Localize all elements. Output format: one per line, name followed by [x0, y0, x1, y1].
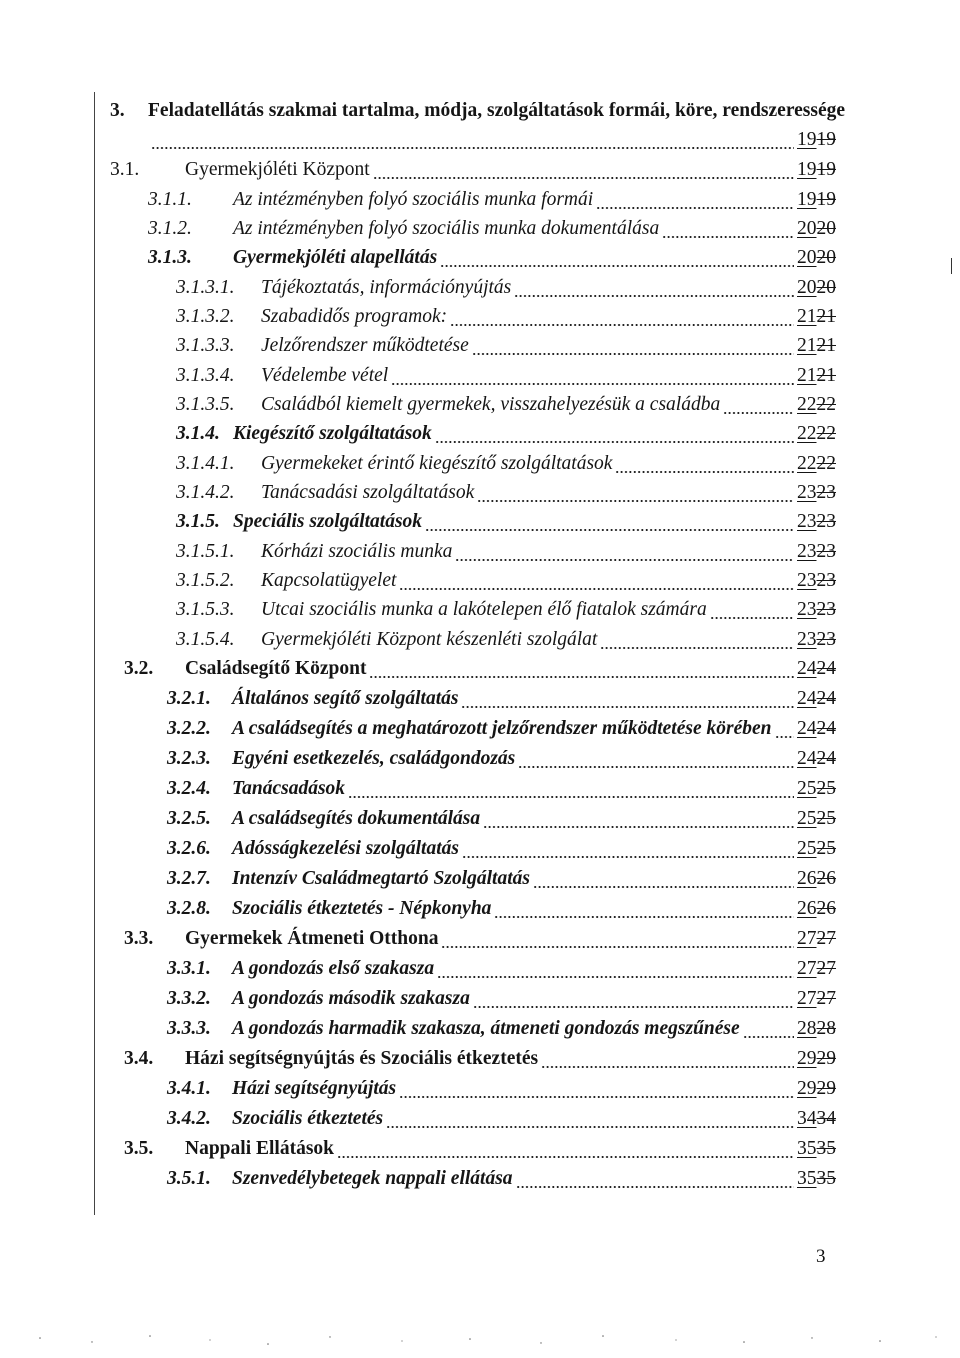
dot-leader: [441, 924, 794, 954]
toc-entry-line: [232, 804, 836, 834]
toc-entry-line: [233, 419, 836, 449]
toc-entry-title: Családból kiemelt gyermekek, visszahelyezésük a családba: [261, 394, 721, 415]
toc-entry-number: 3.1.4.1.: [176, 453, 235, 474]
dot-leader: [710, 595, 794, 625]
toc-entry-title: Speciális szolgáltatások: [233, 511, 423, 532]
toc-entry-number: 3.3.1.: [167, 958, 211, 979]
toc-entry-number: 3.3.2.: [167, 988, 211, 1009]
page-ref: 2020: [797, 277, 836, 298]
toc-entry-line: [185, 654, 836, 684]
toc-entry-number: 3.1.3.5.: [176, 394, 235, 415]
page-ref: 2929: [797, 1078, 836, 1099]
dot-leader: [455, 537, 794, 567]
toc-entry-number: 3.1.4.: [176, 423, 220, 444]
page-ref: 2424: [797, 718, 836, 739]
toc-entry-title: Jelzőrendszer működtetése: [261, 335, 469, 356]
page-ref: 3535: [797, 1168, 836, 1189]
toc-entry-title: Tanácsadások: [232, 778, 346, 799]
toc-entry-title: Szociális étkeztetés: [232, 1108, 384, 1129]
dot-leader: [337, 1134, 794, 1164]
toc-entry-line: [233, 185, 836, 215]
page-number: 3: [816, 1246, 826, 1267]
scan-artifacts: [0, 1330, 960, 1350]
toc-entry-number: 3.1.5.3.: [176, 599, 235, 620]
dot-leader: [386, 1104, 794, 1134]
toc-entry-number: 3.2.7.: [167, 868, 211, 889]
page-ref: 2727: [797, 958, 836, 979]
toc-entry-line: [261, 361, 836, 391]
toc-entry-title: Adósságkezelési szolgáltatás: [232, 838, 459, 859]
toc-entry-line: [261, 390, 836, 420]
page-ref: 2424: [797, 748, 836, 769]
page-ref: 2121: [797, 365, 836, 386]
toc-heading-leader[interactable]: [148, 125, 836, 155]
dot-leader: [518, 744, 794, 774]
toc-entry-number: 3.2.3.: [167, 748, 211, 769]
toc-entry-line: [232, 744, 836, 774]
toc-entry-number: 3.4.: [124, 1048, 154, 1069]
dot-leader: [462, 834, 794, 864]
dot-leader: [483, 804, 794, 834]
page-ref: 2424: [797, 658, 836, 679]
page-ref: 2525: [797, 808, 836, 829]
toc-entry-line: [261, 273, 836, 303]
toc-entry-number: 3.1.1.: [148, 189, 192, 210]
toc-entry-title: Házi segítségnyújtás és Szociális étkeztetés: [185, 1048, 539, 1069]
toc-entry-title: Családsegítő Központ: [185, 658, 367, 679]
page-ref: 2323: [797, 541, 836, 562]
dot-leader: [369, 654, 794, 684]
page-ref: 2424: [797, 688, 836, 709]
dot-leader: [437, 954, 794, 984]
page-ref: 1919: [797, 189, 836, 210]
toc-entry-title: Kiegészítő szolgáltatások: [233, 423, 432, 444]
toc-entry-line: [232, 954, 836, 984]
toc-entry-line: [232, 1164, 836, 1194]
toc-entry-line: [233, 507, 836, 537]
toc-entry-title: Gyermekek Átmeneti Otthona: [185, 928, 439, 949]
toc-entry-title: Szociális étkeztetés - Népkonyha: [232, 898, 492, 919]
page-ref: 2828: [797, 1018, 836, 1039]
toc-entry-line: [233, 243, 836, 273]
toc-entry-title: Tájékoztatás, információnyújtás: [261, 277, 512, 298]
toc-entry-number: 3.3.3.: [167, 1018, 211, 1039]
toc-entry-line: [232, 714, 836, 744]
toc-entry-line: [261, 566, 836, 596]
toc-entry-line: [232, 984, 836, 1014]
toc-entry-number: 3.4.1.: [167, 1078, 211, 1099]
toc-entry-number: 3.5.: [124, 1138, 154, 1159]
page-ref: 2121: [797, 335, 836, 356]
page-ref: 2323: [797, 599, 836, 620]
toc-entry-number: 3.2.6.: [167, 838, 211, 859]
page-ref: 2727: [797, 988, 836, 1009]
toc-entry-title: A gondozás első szakasza: [232, 958, 435, 979]
dot-leader: [662, 214, 794, 244]
dot-leader: [514, 273, 794, 303]
page-ref: 2121: [797, 306, 836, 327]
toc-entry-number: 3.2.1.: [167, 688, 211, 709]
toc-entry-line: [261, 537, 836, 567]
toc-entry-number: 3.1.5.4.: [176, 629, 235, 650]
toc-heading-title: Feladatellátás szakmai tartalma, módja, szolgáltatások formái, köre, rendszeressége: [148, 100, 846, 121]
page-ref: 2727: [797, 928, 836, 949]
toc-entry-number: 3.1.3.1.: [176, 277, 235, 298]
toc-heading-number: 3.: [110, 100, 125, 121]
toc-entry-line: [261, 449, 836, 479]
dot-leader: [440, 243, 794, 273]
toc-entry-title: Az intézményben folyó szociális munka formái: [233, 189, 594, 210]
toc-entry-title: Gyermekjóléti alapellátás: [233, 247, 438, 268]
toc-entry-number: 3.1.: [110, 159, 140, 180]
dot-leader: [450, 302, 794, 332]
toc-entry-line: [232, 1014, 836, 1044]
page-ref: 2222: [797, 453, 836, 474]
dot-leader: [399, 1074, 794, 1104]
toc-entry-line: [232, 1074, 836, 1104]
toc-entry-number: 3.1.2.: [148, 218, 192, 239]
toc-entry-title: Gyermekeket érintő kiegészítő szolgáltatások: [261, 453, 613, 474]
toc-entry-number: 3.1.5.: [176, 511, 220, 532]
toc-entry-number: 3.1.3.: [148, 247, 192, 268]
toc-entry-number: 3.1.3.4.: [176, 365, 235, 386]
toc-entry-title: Tanácsadási szolgáltatások: [261, 482, 475, 503]
toc-entry-title: A gondozás harmadik szakasza, átmeneti gondozás megszűnése: [232, 1018, 740, 1039]
toc-entry-number: 3.1.5.1.: [176, 541, 235, 562]
dot-leader: [373, 155, 794, 185]
toc-entry-title: Szabadidős programok:: [261, 306, 448, 327]
toc-entry-title: Utcai szociális munka a lakótelepen élő fiatalok számára: [261, 599, 707, 620]
dot-leader: [391, 361, 794, 391]
page-ref: 2323: [797, 482, 836, 503]
toc-entry-line: [261, 595, 836, 625]
dot-leader: [399, 566, 794, 596]
page-ref: 2525: [797, 838, 836, 859]
page-ref: 2222: [797, 423, 836, 444]
toc-entry-line: [185, 924, 836, 954]
toc-entry-title: Egyéni esetkezelés, családgondozás: [232, 748, 516, 769]
toc-entry-line: [185, 1044, 836, 1074]
dot-leader: [723, 390, 794, 420]
toc-entry-number: 3.1.5.2.: [176, 570, 235, 591]
dot-leader: [615, 449, 794, 479]
toc-entry-title: A családsegítés a meghatározott jelzőrendszer működtetése körében: [232, 718, 772, 739]
toc-entry-number: 3.2.5.: [167, 808, 211, 829]
toc-entry-title: Szenvedélybetegek nappali ellátása: [232, 1168, 513, 1189]
page-ref: 3434: [797, 1108, 836, 1129]
toc-entry-title: Gyermekjóléti Központ: [185, 159, 370, 180]
toc-entry-number: 3.3.: [124, 928, 154, 949]
page-ref: 3535: [797, 1138, 836, 1159]
toc-entry-line: [232, 774, 836, 804]
toc-entry-title: A családsegítés dokumentálása: [232, 808, 481, 829]
toc-entry-number: 3.2.8.: [167, 898, 211, 919]
toc-entry-line: [261, 478, 836, 508]
dot-leader: [151, 125, 794, 155]
page-ref: 1919: [797, 159, 836, 180]
toc-entry-line: [185, 1134, 836, 1164]
dot-leader: [600, 625, 794, 655]
page-ref: 2020: [797, 247, 836, 268]
toc-entry-title: Házi segítségnyújtás: [232, 1078, 397, 1099]
toc-entry-number: 3.2.2.: [167, 718, 211, 739]
dot-leader: [348, 774, 794, 804]
dot-leader: [494, 894, 794, 924]
toc-entry-number: 3.1.3.3.: [176, 335, 235, 356]
page-ref: 2323: [797, 570, 836, 591]
toc-entry-title: Gyermekjóléti Központ készenléti szolgálat: [261, 629, 598, 650]
page-ref: 2222: [797, 394, 836, 415]
dot-leader: [461, 684, 794, 714]
page-ref: 2626: [797, 868, 836, 889]
dot-leader: [743, 1014, 794, 1044]
dot-leader: [541, 1044, 794, 1074]
dot-leader: [472, 331, 794, 361]
toc-entry-line: [185, 155, 836, 185]
page-ref: 1919: [797, 129, 836, 150]
toc-entry-title: Kapcsolatügyelet: [261, 570, 397, 591]
toc-entry-line: [232, 864, 836, 894]
toc-entry-line: [233, 214, 836, 244]
toc-entry-number: 3.2.4.: [167, 778, 211, 799]
toc-entry-title: Védelembe vétel: [261, 365, 389, 386]
dot-leader: [425, 507, 794, 537]
page-ref: 2020: [797, 218, 836, 239]
toc-entry-number: 3.2.: [124, 658, 154, 679]
toc-entry-line: [232, 684, 836, 714]
toc-entry-line: [261, 302, 836, 332]
toc-entry-title: Intenzív Családmegtartó Szolgáltatás: [232, 868, 530, 889]
toc-entry-number: 3.4.2.: [167, 1108, 211, 1129]
toc-entry-title: Általános segítő szolgáltatás: [232, 688, 459, 709]
toc-entry-line: [232, 894, 836, 924]
toc-entry-title: Az intézményben folyó szociális munka dokumentálása: [233, 218, 660, 239]
dot-leader: [775, 714, 795, 744]
page-ref: 2626: [797, 898, 836, 919]
dot-leader: [516, 1164, 794, 1194]
toc-entry-line: [261, 331, 836, 361]
page-ref: 2323: [797, 511, 836, 532]
toc-entry-line: [232, 1104, 836, 1134]
toc-entry-line: [232, 834, 836, 864]
dot-leader: [435, 419, 794, 449]
toc-entry-line: [261, 625, 836, 655]
toc-entry-title: A gondozás második szakasza: [232, 988, 470, 1009]
dot-leader: [477, 478, 794, 508]
toc-entry-title: Nappali Ellátások: [185, 1138, 335, 1159]
toc-entry-number: 3.5.1.: [167, 1168, 211, 1189]
page-ref: 2323: [797, 629, 836, 650]
dot-leader: [533, 864, 794, 894]
toc-entry-number: 3.1.4.2.: [176, 482, 235, 503]
dot-leader: [473, 984, 794, 1014]
page-ref: 2525: [797, 778, 836, 799]
page-ref: 2929: [797, 1048, 836, 1069]
toc-entry-title: Kórházi szociális munka: [261, 541, 453, 562]
dot-leader: [596, 185, 794, 215]
toc-entry-number: 3.1.3.2.: [176, 306, 235, 327]
